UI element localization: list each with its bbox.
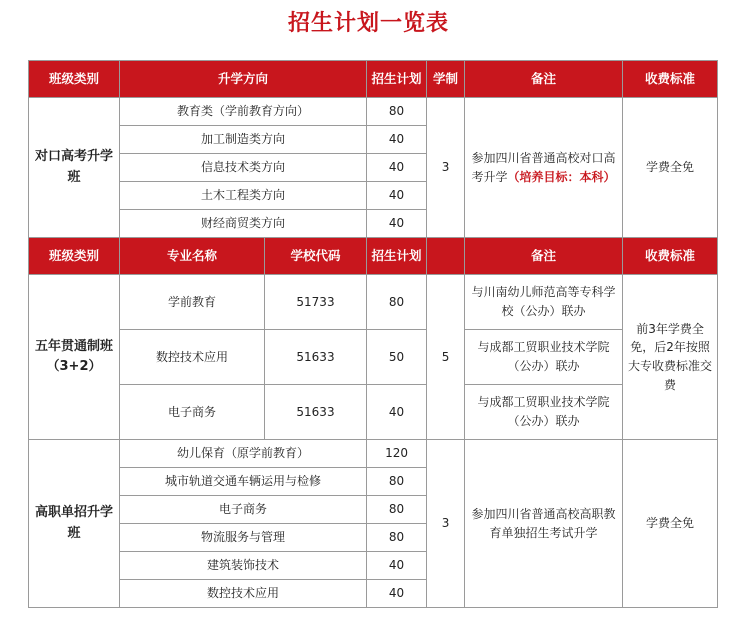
category-cell: 对口高考升学班	[29, 98, 120, 238]
major-cell: 建筑装饰技术	[120, 552, 367, 580]
major-cell: 学前教育	[120, 275, 265, 330]
plan-cell: 40	[367, 182, 427, 210]
col-header-duration-blank	[427, 238, 465, 275]
header-row-1	[29, 61, 718, 98]
table-row	[29, 275, 718, 330]
col-header-plan: 招生计划	[367, 61, 427, 98]
plan-cell: 40	[367, 552, 427, 580]
table-row	[29, 98, 718, 126]
fee-cell: 学费全免	[623, 440, 718, 608]
note-cell: 与成都工贸职业技术学院（公办）联办	[465, 330, 623, 385]
direction-cell: 教育类（学前教育方向）	[120, 98, 367, 126]
plan-cell: 80	[367, 275, 427, 330]
major-cell: 物流服务与管理	[120, 524, 367, 552]
col-header-direction: 升学方向	[120, 61, 367, 98]
fee-cell: 学费全免	[623, 98, 718, 238]
table-row	[29, 330, 718, 385]
plan-cell: 80	[367, 496, 427, 524]
page-title: 招生计划一览表	[287, 11, 449, 36]
col-header-major: 专业名称	[120, 238, 265, 275]
col-header-note: 备注	[465, 61, 623, 98]
plan-cell: 120	[367, 440, 427, 468]
code-cell: 51633	[265, 385, 367, 440]
major-cell: 电子商务	[120, 385, 265, 440]
col-header-school-code: 学校代码	[265, 238, 367, 275]
col-header-duration: 学制	[427, 61, 465, 98]
col-header-fee: 收费标准	[623, 238, 718, 275]
major-cell: 幼儿保育（原学前教育）	[120, 440, 367, 468]
plan-cell: 40	[367, 210, 427, 238]
note-cell: 参加四川省普通高校高职教育单独招生考试升学	[465, 440, 623, 608]
major-cell: 数控技术应用	[120, 580, 367, 608]
plan-cell: 40	[367, 580, 427, 608]
col-header-class-type: 班级类别	[29, 61, 120, 98]
table-row	[29, 440, 718, 468]
direction-cell: 信息技术类方向	[120, 154, 367, 182]
note-highlight: （培养目标：本科）	[507, 169, 616, 184]
category-cell: 高职单招升学班	[29, 440, 120, 608]
header-row-2	[29, 238, 718, 275]
plan-cell: 40	[367, 126, 427, 154]
major-cell: 电子商务	[120, 496, 367, 524]
plan-cell: 80	[367, 468, 427, 496]
col-header-class-type: 班级类别	[29, 238, 120, 275]
code-cell: 51633	[265, 330, 367, 385]
duration-cell: 3	[427, 98, 465, 238]
category-cell: 五年贯通制班（3+2）	[29, 275, 120, 440]
fee-cell: 前3年学费全免，后2年按照大专收费标准交费	[623, 275, 718, 440]
direction-cell: 财经商贸类方向	[120, 210, 367, 238]
col-header-plan: 招生计划	[367, 238, 427, 275]
major-cell: 城市轨道交通车辆运用与检修	[120, 468, 367, 496]
direction-cell: 土木工程类方向	[120, 182, 367, 210]
plan-cell: 80	[367, 524, 427, 552]
col-header-note: 备注	[465, 238, 623, 275]
note-text: 参加四川省普通高校对口高考升学	[471, 150, 616, 184]
plan-cell: 50	[367, 330, 427, 385]
duration-cell: 5	[427, 275, 465, 440]
plan-cell: 40	[367, 154, 427, 182]
enrollment-plan-table	[28, 60, 718, 608]
code-cell: 51733	[265, 275, 367, 330]
note-cell	[465, 98, 623, 238]
col-header-fee: 收费标准	[623, 61, 718, 98]
table-row	[29, 385, 718, 440]
plan-cell: 80	[367, 98, 427, 126]
note-cell: 与成都工贸职业技术学院（公办）联办	[465, 385, 623, 440]
note-cell: 与川南幼儿师范高等专科学校（公办）联办	[465, 275, 623, 330]
plan-cell: 40	[367, 385, 427, 440]
duration-cell: 3	[427, 440, 465, 608]
direction-cell: 加工制造类方向	[120, 126, 367, 154]
major-cell: 数控技术应用	[120, 330, 265, 385]
